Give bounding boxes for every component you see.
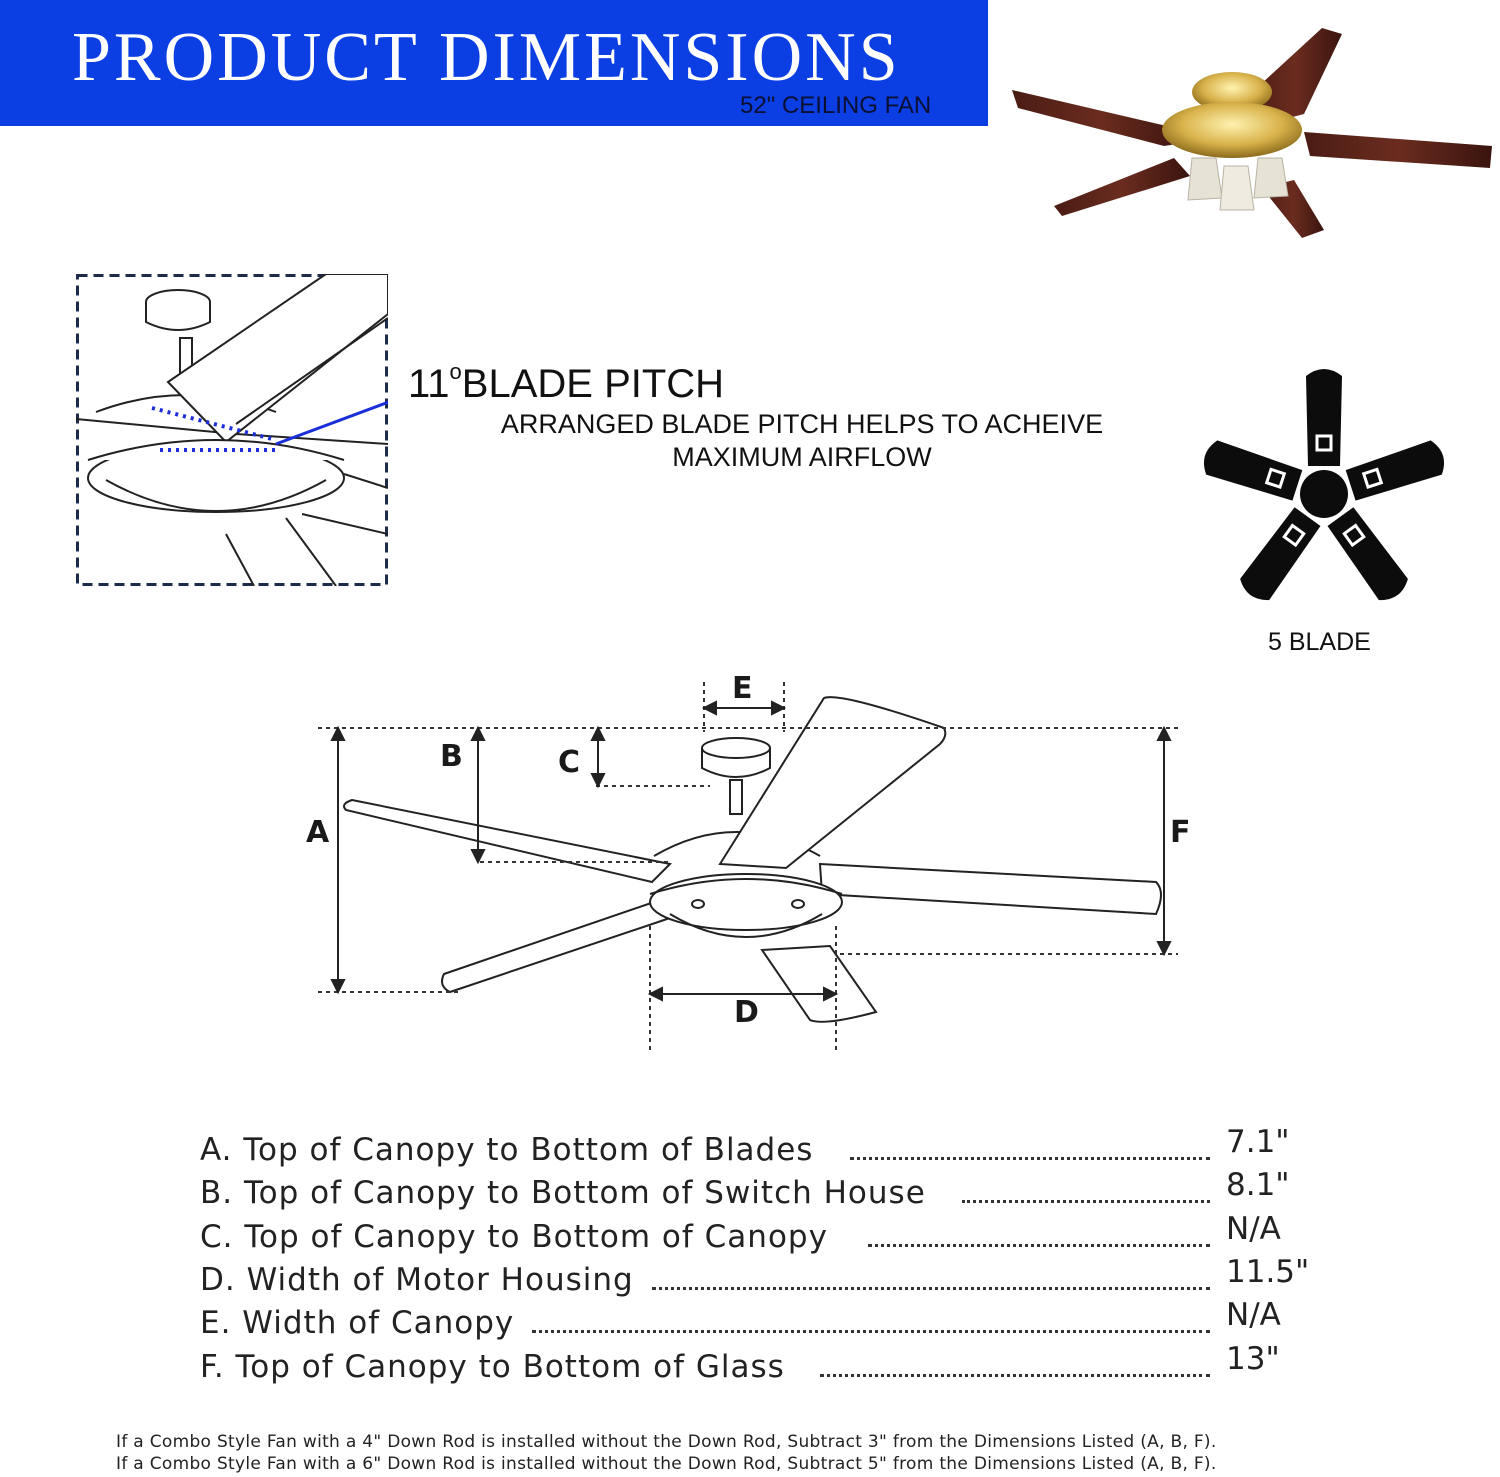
- dimension-row: [200, 1211, 1310, 1259]
- description-line: MAXIMUM AIRFLOW: [672, 442, 932, 472]
- dotted-leader: [962, 1200, 1210, 1203]
- fan-blade: [1304, 132, 1492, 168]
- dim-letter-a: A: [306, 815, 330, 850]
- dimension-value: 11.5": [1226, 1254, 1310, 1290]
- dimension-diagram: [300, 668, 1200, 1068]
- fan-blade: [1054, 158, 1190, 216]
- dotted-leader: [850, 1157, 1210, 1160]
- dimension-value: 8.1": [1226, 1167, 1290, 1203]
- page-subtitle: 52" CEILING FAN: [740, 92, 932, 119]
- fan-blade: [1012, 90, 1190, 146]
- blade-silhouette: [1306, 369, 1342, 466]
- dimension-label: A. Top of Canopy to Bottom of Blades: [200, 1132, 814, 1168]
- dimension-row: [200, 1254, 1310, 1302]
- dotted-leader: [820, 1374, 1210, 1377]
- blade-silhouette: [1200, 438, 1303, 502]
- dimension-row: [200, 1124, 1310, 1172]
- dotted-leader: [868, 1244, 1210, 1247]
- pitch-title-text: BLADE PITCH: [461, 362, 725, 406]
- footnote: If a Combo Style Fan with a 4" Down Rod is installed without the Down Rod, Subtract 3" from the Dimensions Listed (A, B, F).: [116, 1432, 1217, 1452]
- dimension-row: [200, 1341, 1310, 1389]
- description-line: ARRANGED BLADE PITCH HELPS TO ACHEIVE: [500, 409, 1104, 439]
- dimension-row: [200, 1167, 1310, 1215]
- dim-letter-e: E: [732, 671, 753, 706]
- glass-shade: [1188, 158, 1222, 200]
- page-title: PRODUCT DIMENSIONS: [72, 19, 901, 96]
- ceiling-fan-photo: [1004, 18, 1494, 254]
- dimension-value: 13": [1226, 1341, 1280, 1377]
- dimension-label: B. Top of Canopy to Bottom of Switch House: [200, 1175, 926, 1211]
- dimension-value: 7.1": [1226, 1124, 1290, 1160]
- blade-count-label: 5 BLADE: [1268, 628, 1371, 656]
- blade-pitch-title: [408, 359, 725, 407]
- header-banner: [0, 0, 988, 126]
- blade-silhouette: [1236, 506, 1322, 606]
- dimension-value: N/A: [1226, 1297, 1281, 1333]
- blade-silhouette: [1345, 438, 1448, 502]
- blade-pitch-inset: [76, 274, 388, 586]
- motor-housing: [1162, 102, 1302, 158]
- dim-letter-c: C: [558, 745, 581, 780]
- dim-letter-d: D: [734, 995, 759, 1030]
- dimension-value: N/A: [1226, 1211, 1281, 1247]
- pitch-degree-value: 11: [408, 362, 450, 406]
- dimension-label: F. Top of Canopy to Bottom of Glass: [200, 1349, 785, 1385]
- blade-silhouette: [1326, 506, 1412, 606]
- dimension-label: C. Top of Canopy to Bottom of Canopy: [200, 1219, 828, 1255]
- blade-pitch-description: [478, 408, 1126, 474]
- dim-letter-f: F: [1170, 815, 1191, 850]
- dimension-row: [200, 1297, 1310, 1345]
- dotted-leader: [532, 1330, 1210, 1333]
- dimension-label: D. Width of Motor Housing: [200, 1262, 634, 1298]
- dim-letter-b: B: [440, 739, 463, 774]
- degree-symbol: o: [449, 359, 462, 384]
- dimension-label: E. Width of Canopy: [200, 1305, 515, 1341]
- footnote: If a Combo Style Fan with a 6" Down Rod is installed without the Down Rod, Subtract 5" from the Dimensions Listed (A, B, F).: [116, 1454, 1217, 1474]
- glass-shade: [1254, 158, 1288, 198]
- dotted-leader: [652, 1287, 1210, 1290]
- five-blade-icon: [1186, 356, 1466, 620]
- hub: [1300, 470, 1348, 518]
- glass-shade: [1220, 166, 1254, 210]
